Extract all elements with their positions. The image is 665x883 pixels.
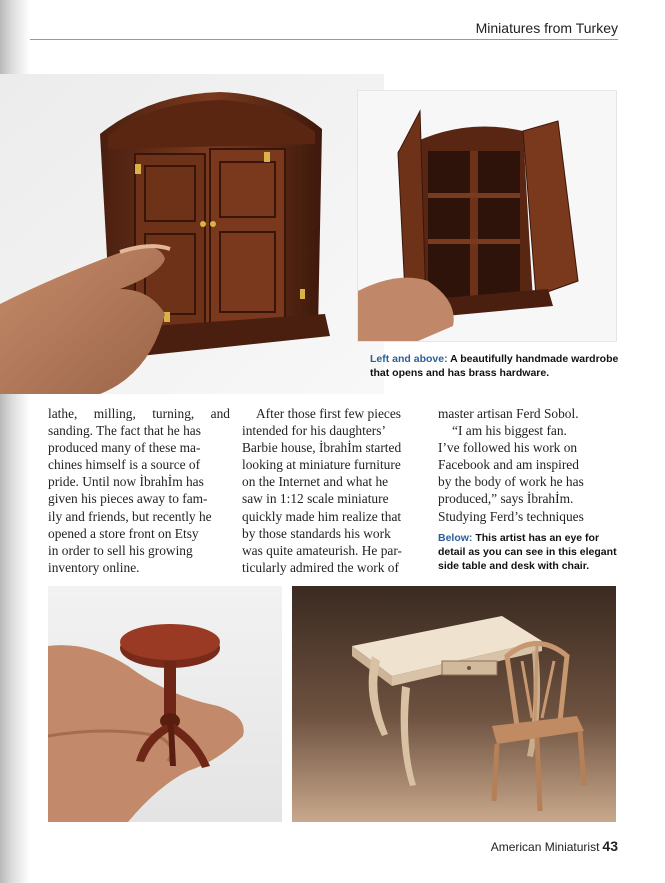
header-rule: [30, 39, 618, 40]
caption-text: A beautifully handmade wardrobe that opens and has brass hardware.: [370, 353, 619, 379]
body-column-1: [48, 405, 230, 576]
body-line: on the Internet and what he: [242, 474, 389, 490]
page-number: 43: [602, 838, 618, 854]
body-line: master artisan Ferd Sobol.: [438, 406, 579, 421]
body-line: given his pieces away to fam-: [48, 491, 208, 507]
body-line: “I am his biggest fan.: [452, 423, 567, 439]
body-line: I’ve followed his work on: [438, 440, 578, 456]
body-line: produced,” says İbrahİm.: [438, 491, 574, 507]
body-line: ily and friends, but recently he: [48, 508, 212, 524]
publication-name: American Miniaturist: [490, 840, 600, 854]
body-line: saw in 1:12 scale miniature: [242, 491, 389, 507]
body-column-2: [242, 405, 424, 576]
body-line: Facebook and am inspired: [438, 457, 579, 473]
body-line: inventory online.: [48, 559, 140, 575]
body-word: milling,: [93, 406, 136, 421]
caption-lead: Below:: [438, 532, 473, 544]
body-line: chines himself is a source of: [48, 457, 201, 473]
body-line: pride. Until now İbrahİm has: [48, 474, 204, 490]
body-word: and: [210, 406, 230, 421]
body-line: produced many of these ma-: [48, 440, 201, 456]
caption-text: This artist has an eye for detail as you can see in this elegant side table and desk with chair.: [438, 532, 617, 572]
body-word: lathe,: [48, 406, 78, 421]
caption-table-desk: [438, 531, 620, 573]
body-word: turning,: [152, 406, 195, 421]
body-line: looking at miniature furniture: [242, 457, 401, 473]
body-line: ticularly admired the work of: [242, 559, 399, 575]
page-footer: [300, 838, 618, 854]
running-head: Miniatures from Turkey: [475, 20, 618, 36]
body-line: opened a store front on Etsy: [48, 525, 199, 541]
body-line: quickly made him realize that: [242, 508, 402, 524]
body-column-3: [438, 405, 620, 525]
photo-wardrobe-open: [357, 90, 617, 342]
photo-desk-chair: [292, 586, 616, 822]
body-line: was quite amateurish. He par-: [242, 542, 402, 558]
photo-wardrobe-closed: [0, 74, 384, 394]
caption-lead: Left and above:: [370, 353, 448, 365]
body-line: sanding. The fact that he has: [48, 423, 201, 439]
body-line: Studying Ferd’s techniques: [438, 508, 584, 524]
body-line: intended for his daughters’: [242, 423, 386, 439]
caption-wardrobe: [370, 352, 620, 380]
body-line: After those first few pieces: [256, 406, 402, 421]
photo-side-table: [48, 586, 282, 822]
body-line: by the body of work he has: [438, 474, 584, 490]
body-line: in order to sell his growing: [48, 542, 193, 558]
body-line: by those standards his work: [242, 525, 391, 541]
body-line: Barbie house, İbrahİm started: [242, 440, 402, 456]
